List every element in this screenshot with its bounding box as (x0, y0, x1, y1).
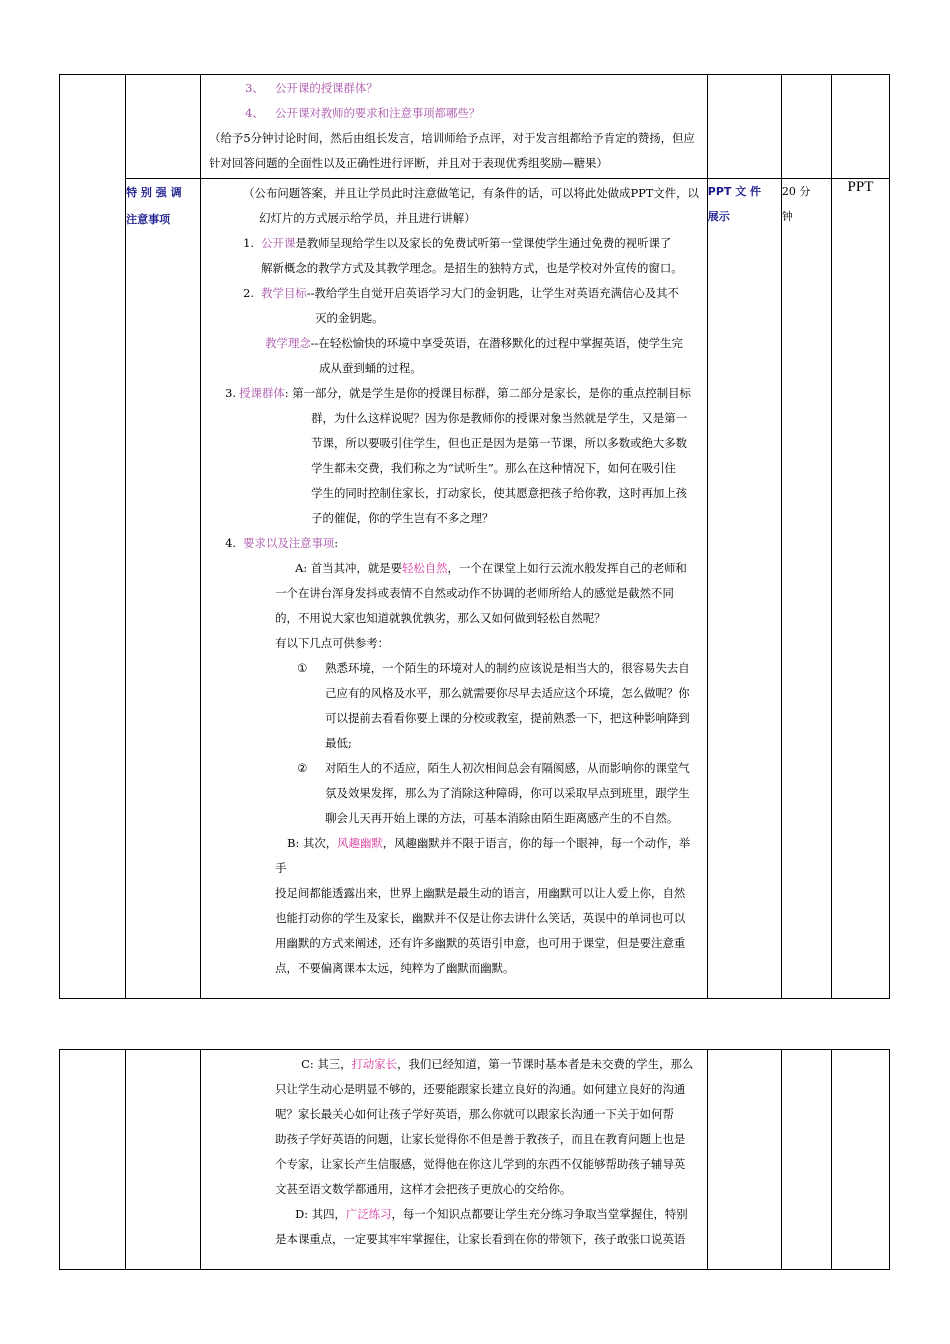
material-cell: PPT (831, 179, 889, 999)
point-2: 2. 教学目标--教给学生自觉开启英语学习大门的金钥匙，让学生对英语充满信心及其不 灭的金钥匙。 (243, 286, 679, 325)
table-row (60, 179, 890, 999)
point-3-cont: 群，为什么这样说呢？因为你是教师你的授课对象当然就是学生，又是第一 节课，所以要吸引住学生，但也正是因为是第一节课，所以多数或绝大多数 学生都未交费，我们称之为“试听生”。那么在这种情况下，如何在吸引住 学生的同时控制住家长，打动家长，使其愿意把孩子给你教，这时再加上孩 子的催促，你的学生岂有不多之理？ (311, 411, 688, 525)
point-4c: C: 其三，打动家长，我们已经知道，第一节课时基本者是未交费的学生，那么 只让学生动心是明显不够的，还要能跟家长建立良好的沟通。如何建立良好的沟通 呢？家长最关心如何让孩子学好英语，那么你就可以跟家长沟通一下关于如何帮 助孩子学好英语的问题，让家长觉得你不但是善于教孩子，而且在教育问题上也是 个专家，让家长产生信服感，觉得他在你这儿学到的东西不仅能够帮助孩子辅导英 文甚至语文数学都通用，这样才会把孩子更放心的交给你。 (275, 1057, 694, 1196)
col-method-empty (707, 75, 781, 179)
col-time-empty (781, 75, 831, 179)
table-row (60, 1050, 890, 1270)
point-4b: B: 其次，风趣幽默，风趣幽默并不限于语言，你的每一个眼神，每一个动作，举手 投足间都能透露出来，世界上幽默是最生动的语言，用幽默可以让人爱上你，自然 也能打动你的学生及家长，幽默并不仅是让你去讲什么笑话，英误中的单词也可以 用幽默的方式来阐述，还有许多幽默的英语引申意，也可用于课堂，但是要注意重 点，不要偏离课本太远，纯粹为了幽默而幽默。 (275, 836, 691, 975)
col-time-empty (781, 1050, 831, 1270)
discussion-note: （给予5分钟讨论时间，然后由组长发言，培训师给予点评，对于发言组都给予肯定的赞扬，但应 针对回答问题的全面性以及正确性进行评断，并且对于表现优秀组奖励—糖果） (209, 131, 695, 170)
sub-point-2: ② 对陌生人的不适应，陌生人初次相间总会有隔阂感，从而影响你的课堂气 氛及效果发挥，那么为了消除这种障碍，你可以采取早点到班里，跟学生 聊会儿天再开始上课的方法，可基本消除由陌生距离感产生的不自然。 (297, 761, 690, 825)
lesson-plan-table-1 (59, 74, 890, 999)
col-material-empty (831, 1050, 889, 1270)
table-row (60, 75, 890, 179)
col-label-empty (126, 1050, 201, 1270)
lesson-plan-table-2 (59, 1049, 890, 1270)
point-3: 3. 授课群体: 第一部分，就是学生是你的授课目标群，第二部分是家长，是你的重点控制目标 (225, 386, 691, 400)
intro-text: （公布问题答案，并且让学员此时注意做笔记，有条件的话，可以将此处做成PPT文件，以 幻灯片的方式展示给学员，并且进行讲解） (243, 186, 699, 225)
col-material-empty (831, 75, 889, 179)
content-cell (201, 1050, 708, 1270)
col-blank-1 (60, 75, 126, 999)
time-cell: 20 分 钟 (781, 179, 831, 999)
point-1: 1. 公开课是教师呈现给学生以及家长的免费试听第一堂课使学生通过免费的视听课了 解新概念的教学方式及其教学理念。是招生的独特方式，也是学校对外宣传的窗口。 (243, 236, 683, 275)
method-cell: PPT 文 件 展示 (707, 179, 781, 999)
discussion-cell (201, 75, 708, 179)
question-4: 4、 公开课对教师的要求和注意事项都哪些？ (245, 106, 481, 120)
col-blank-1 (60, 1050, 126, 1270)
point-2-philosophy: 教学理念--在轻松愉快的环境中享受英语，在潜移默化的过程中掌握英语，使学生完 成从蚕到蛹的过程。 (265, 336, 683, 375)
section-label: 特 别 强 调 注意事项 (126, 179, 201, 999)
sub-point-1: ① 熟悉环境，一个陌生的环境对人的制约应该说是相当大的，很容易失去自 己应有的风格及水平，那么就需要你尽早去适应这个环境，怎么做呢？你 可以提前去看看你要上课的分校或教室，提前熟悉一下，把这种影响降到 最低; (297, 661, 690, 750)
content-cell (201, 179, 708, 999)
point-4a: A: 首当其冲，就是要轻松自然，一个在课堂上如行云流水般发挥自己的老师和 一个在讲台浑身发抖或表情不自然或动作不协调的老师所给人的感觉是截然不同 的，不用说大家也知道就孰优孰劣，那么又如何做到轻松自然呢？ 有以下几点可供参考： (275, 561, 687, 650)
point-4d: D: 其四，广泛练习，每一个知识点都要让学生充分练习争取当堂掌握住，特别 是本课重点，一定要其牢牢掌握住，让家长看到在你的带领下，孩子敢张口说英语 (275, 1207, 688, 1246)
col-method-empty (707, 1050, 781, 1270)
question-3: 3、 公开课的授课群体？ (245, 81, 378, 95)
point-4: 4. 要求以及注意事项: (225, 536, 339, 550)
col-label-empty (126, 75, 201, 179)
